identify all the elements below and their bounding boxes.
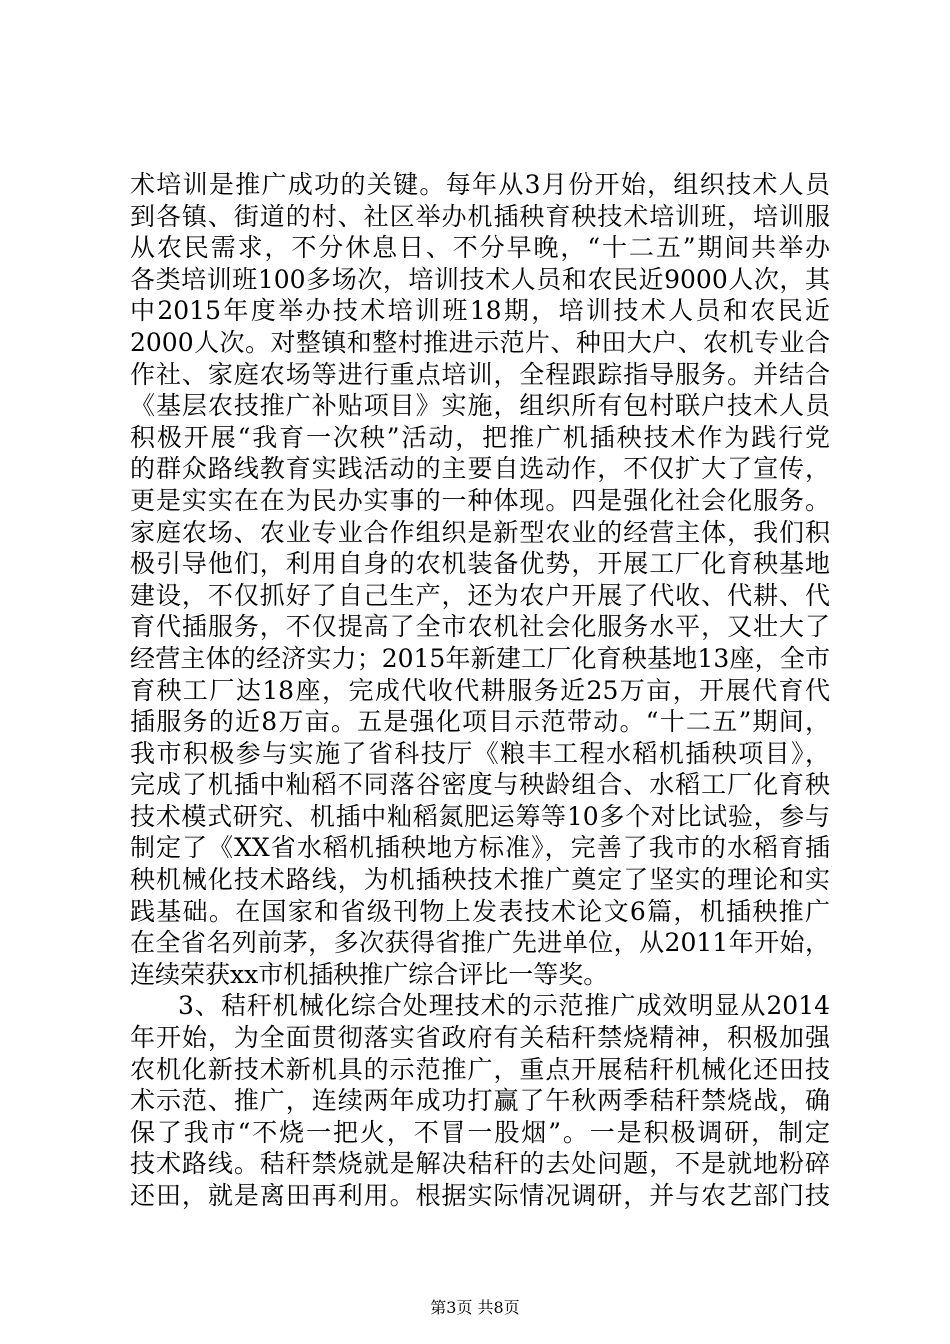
text-line: 的群众路线教育实践活动的主要自选动作，不仅扩大了宣传， — [130, 454, 830, 484]
text-line: 极引导他们，利用自身的农机装备优势，开展工厂化育秧基地 — [130, 549, 830, 579]
text-line: 技术路线。秸秆禁烧就是解决秸秆的去处问题，不是就地粉碎 — [130, 1149, 830, 1179]
text-line: 技术模式研究、机插中籼稻氮肥运筹等10多个对比试验，参与 — [130, 801, 830, 831]
page-footer: 第3页 共8页 — [430, 1298, 520, 1317]
text-line: 我市积极参与实施了省科技厅《粮丰工程水稻机插秧项目》， — [130, 738, 830, 768]
text-line: 秧机械化技术路线，为机插秧技术推广奠定了坚实的理论和实 — [130, 865, 830, 895]
text-line: 2000人次。对整镇和整村推进示范片、种田大户、农机专业合 — [130, 327, 830, 357]
text-line: 制定了《XX省水稻机插秧地方标准》，完善了我市的水稻育插 — [130, 833, 830, 863]
text-line: 术示范、推广，连续两年成功打赢了午秋两季秸秆禁烧战，确 — [130, 1086, 830, 1116]
text-line: 育代插服务，不仅提高了全市农机社会化服务水平，又壮大了 — [130, 612, 830, 642]
text-line: 建设，不仅抓好了自己生产，还为农户开展了代收、代耕、代 — [130, 580, 830, 610]
text-line: 经营主体的经济实力；2015年新建工厂化育秧基地13座，全市 — [130, 643, 830, 673]
text-line: 积极开展“我育一次秧”活动，把推广机插秧技术作为践行党 — [130, 422, 830, 452]
text-line: 家庭农场、农业专业合作组织是新型农业的经营主体，我们积 — [130, 517, 830, 547]
text-line: 到各镇、街道的村、社区举办机插秧育秧技术培训班，培训服 — [130, 201, 830, 231]
text-line: 年开始，为全面贯彻落实省政府有关秸秆禁烧精神，积极加强 — [130, 1023, 830, 1053]
text-line: 插服务的近8万亩。五是强化项目示范带动。“十二五”期间， — [130, 707, 830, 737]
text-line: 还田，就是离田再利用。根据实际情况调研，并与农艺部门技 — [130, 1181, 830, 1210]
text-line: 各类培训班100多场次，培训技术人员和农民近9000人次，其 — [130, 264, 830, 294]
body-text — [130, 169, 830, 1212]
text-line: 术培训是推广成功的关键。每年从3月份开始，组织技术人员 — [130, 170, 830, 199]
text-line: 作社、家庭农场等进行重点培训，全程跟踪指导服务。并结合 — [130, 359, 830, 389]
text-line: 完成了机插中籼稻不同落谷密度与秧龄组合、水稻工厂化育秧 — [130, 770, 830, 800]
text-line: 中2015年度举办技术培训班18期，培训技术人员和农民近 — [130, 296, 830, 326]
text-line: 3、秸秆机械化综合处理技术的示范推广成效明显从2014 — [178, 991, 830, 1021]
text-line: 践基础。在国家和省级刊物上发表技术论文6篇，机插秧推广 — [130, 896, 830, 926]
text-line: 育秧工厂达18座，完成代收代耕服务近25万亩，开展代育代 — [130, 675, 830, 705]
text-line: 《基层农技推广补贴项目》实施，组织所有包村联户技术人员 — [130, 391, 830, 421]
text-line: 在全省名列前茅，多次获得省推广先进单位，从2011年开始， — [130, 928, 830, 958]
text-line: 从农民需求，不分休息日、不分早晚，“十二五”期间共举办 — [130, 233, 830, 263]
text-line: 更是实实在在为民办实事的一种体现。四是强化社会化服务。 — [130, 485, 830, 515]
text-line: 保了我市“不烧一把火，不冒一股烟”。一是积极调研，制定 — [130, 1117, 830, 1147]
text-line: 连续荣获xx市机插秧推广综合评比一等奖。 — [130, 959, 609, 989]
text-line: 农机化新技术新机具的示范推广，重点开展秸秆机械化还田技 — [130, 1054, 830, 1084]
